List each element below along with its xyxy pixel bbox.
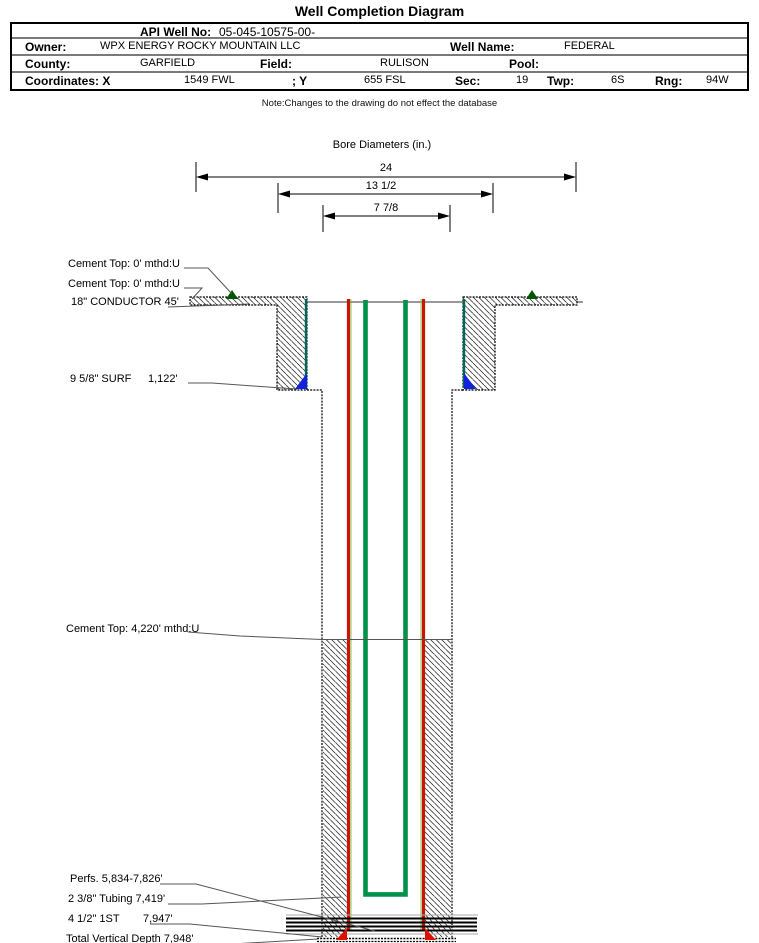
arrowhead-right-icon	[438, 213, 450, 220]
rng-label: Rng:	[655, 74, 683, 88]
label-tubing: 2 3/8" Tubing 7,419'	[68, 893, 166, 905]
label-cement-top-b: Cement Top: 0' mthd:U	[68, 278, 180, 290]
county-value: GARFIELD	[140, 57, 196, 69]
arrowhead-right-icon	[481, 191, 493, 198]
well-name-label: Well Name:	[450, 40, 515, 54]
label-surf: 9 5/8" SURF	[70, 373, 132, 385]
arrowhead-right-icon	[564, 174, 576, 181]
coordinate-y-label: ; Y	[292, 74, 308, 88]
label-cement-top-a: Cement Top: 0' mthd:U	[68, 258, 180, 270]
label-conductor: 18" CONDUCTOR 45'	[71, 296, 179, 308]
production-cement-right	[425, 640, 451, 937]
field-value: RULISON	[380, 57, 429, 69]
arrowhead-left-icon	[196, 174, 208, 181]
dim-13-1-2-label: 13 1/2	[365, 180, 397, 192]
rng-value: 94W	[706, 74, 729, 86]
dim-7-7-8-label: 7 7/8	[373, 202, 399, 214]
coordinates-label: Coordinates: X	[25, 74, 111, 88]
surface-cement-right	[463, 297, 577, 390]
well-name-value: FEDERAL	[564, 40, 615, 52]
label-perfs: Perfs. 5,834-7,826'	[70, 873, 163, 885]
arrowhead-left-icon	[323, 213, 335, 220]
label-surf-depth: 1,122'	[148, 373, 178, 385]
twp-value: 6S	[611, 74, 625, 86]
label-tvd: Total Vertical Depth 7,948'	[66, 933, 194, 943]
twp-label: Twp:	[547, 74, 575, 88]
county-label: County:	[25, 57, 71, 71]
arrowhead-left-icon	[278, 191, 290, 198]
pool-label: Pool:	[509, 57, 539, 71]
field-label: Field:	[260, 57, 292, 71]
coordinate-x-value: 1549 FWL	[184, 74, 235, 86]
sec-value: 19	[516, 74, 529, 86]
api-value: 05-045-10575-00-	[219, 25, 316, 39]
coordinate-y-value: 655 FSL	[364, 74, 406, 86]
dim-24-label: 24	[379, 162, 393, 174]
tubing-string	[366, 300, 406, 894]
bore-diameters-title: Bore Diameters (in.)	[332, 139, 432, 151]
cement-top-marker-left-icon	[226, 290, 238, 299]
surface-cement-left	[190, 297, 307, 390]
leader-tubing	[168, 897, 342, 904]
label-casing1: 4 1/2" 1ST	[68, 913, 120, 925]
leader-cement-top-a	[184, 268, 232, 294]
cement-top-marker-right-icon	[526, 290, 538, 299]
owner-value: WPX ENERGY ROCKY MOUNTAIN LLC	[100, 40, 301, 52]
leader-cement-top-c	[188, 632, 452, 640]
borehole-wall-left	[307, 390, 322, 938]
leader-tvd	[192, 939, 318, 943]
owner-label: Owner:	[25, 40, 67, 54]
label-casing1-depth: 7,947'	[143, 913, 173, 925]
page-title: Well Completion Diagram	[294, 3, 465, 19]
production-cement-left	[323, 640, 347, 937]
label-cement-top-c: Cement Top: 4,220' mthd:U	[66, 623, 200, 635]
database-note: Note:Changes to the drawing do not effect the database	[261, 98, 498, 109]
borehole-wall-right	[452, 390, 463, 938]
sec-label: Sec:	[455, 74, 481, 88]
api-label: API Well No:	[140, 25, 212, 39]
